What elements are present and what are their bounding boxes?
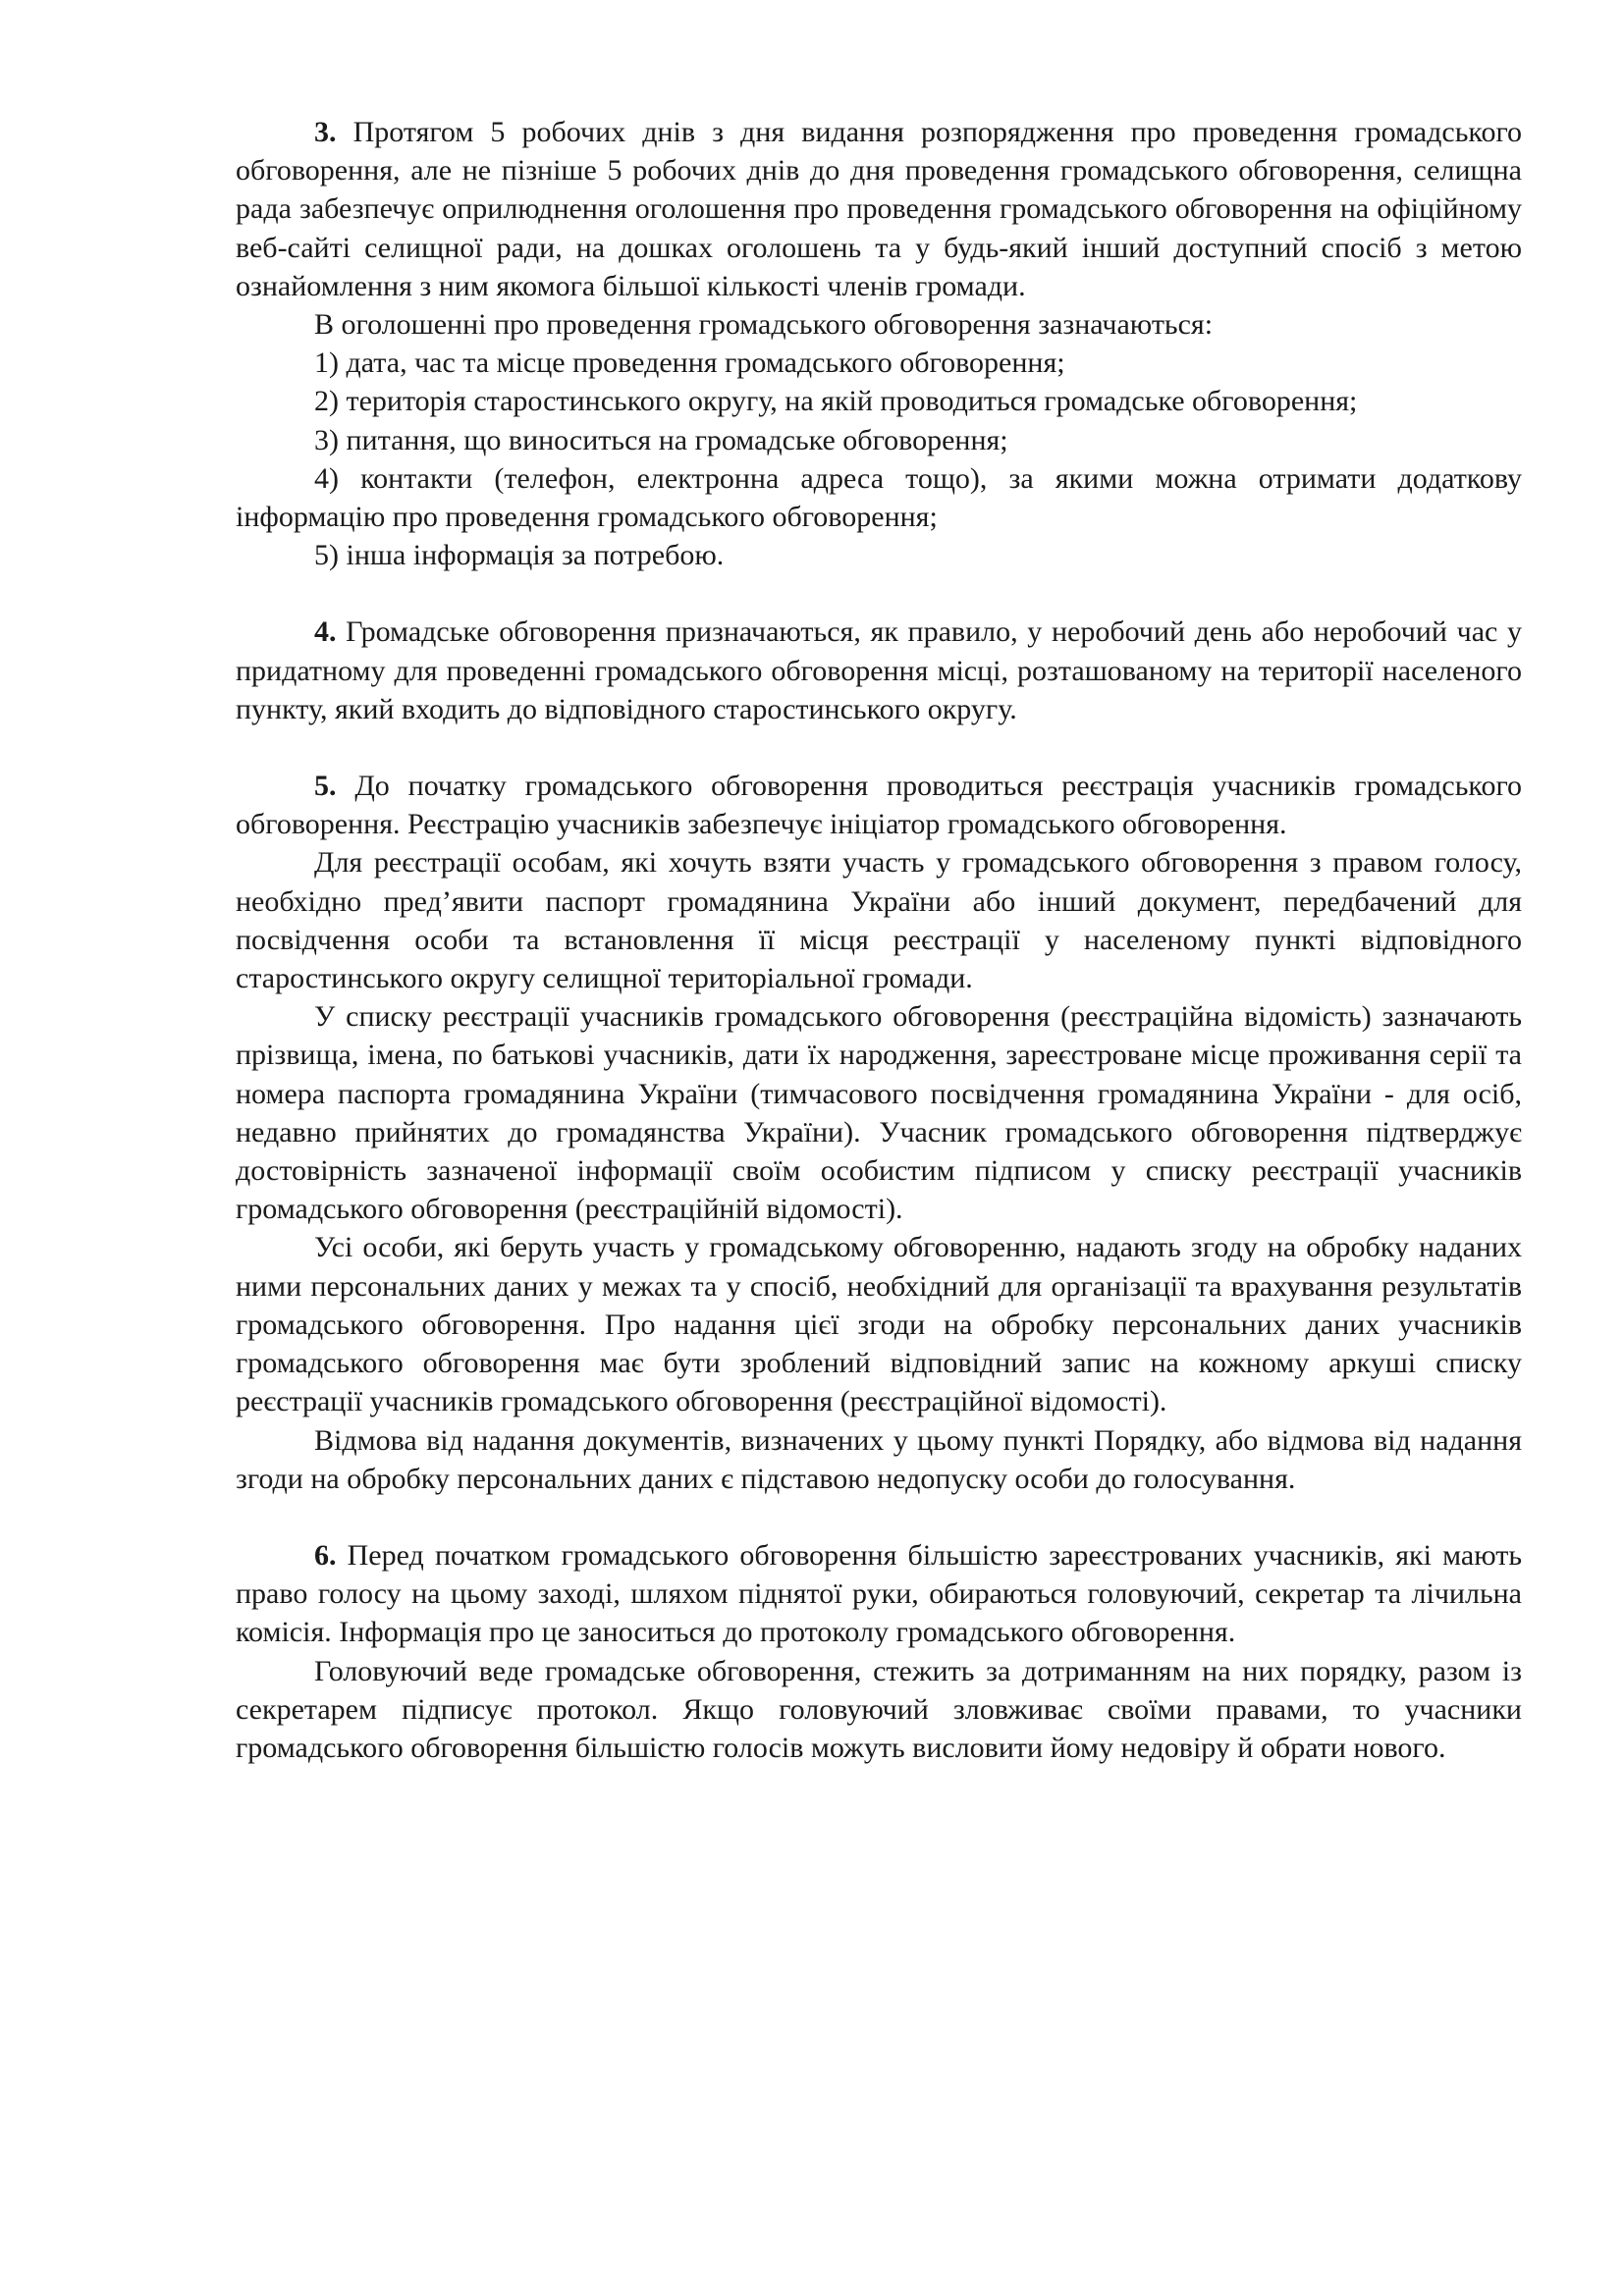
- paragraph-gap: [236, 1498, 1522, 1536]
- section-6-number: 6.: [314, 1538, 337, 1572]
- section-6-text: Перед початком громадського обговорення більшістю зареєстрованих учасників, які мають право голосу на цьому заході, шляхом піднятої руки, обираються головуючий, секретар та лічильна комісія. Інформація про це заноситься до протоколу громадського обговорення.: [236, 1538, 1522, 1649]
- paragraph-gap: [236, 574, 1522, 613]
- section-5-text: До початку громадського обговорення проводиться реєстрація учасників громадського обговорення. Реєстрацію учасників забезпечує ініціатор громадського обговорення.: [236, 770, 1522, 841]
- personal-data-consent-paragraph: Усі особи, які беруть участь у громадському обговоренню, надають згоду на обробку наданих ними персональних даних у межах та у спосіб, необхідний для організації та врахування результатів громадського обговорення. Про надання цієї згоди на обробку персональних даних учасників громадського обговорення має бути зроблений відповідний запис на кожному аркуші списку реєстрації учасників громадського обговорення (реєстраційної відомості).: [236, 1231, 1522, 1418]
- chairperson-paragraph: Головуючий веде громадське обговорення, стежить за дотриманням на них порядку, разом із секретарем підписує протокол. Якщо головуючий зловживає своїми правами, то учасники громадського обговорення більшістю голосів можуть висловити йому недовіру й обрати нового.: [236, 1654, 1522, 1764]
- registration-list-paragraph: У списку реєстрації учасників громадського обговорення (реєстраційна відомість) зазначають прізвища, імена, по батькові учасників, дати їх народження, зареєстроване місце проживання серії та номера паспорта громадянина України (тимчасового посвідчення громадянина України - для осіб, недавно прийнятих до громадянства України). Учасник громадського обговорення підтверджує достовірність зазначеної інформації своїм особистим підписом у списку реєстрації учасників громадського обговорення (реєстраційній відомості).: [236, 1000, 1522, 1226]
- section-5-paragraph: [236, 767, 1522, 843]
- paragraph-gap: [236, 728, 1522, 767]
- section-4-paragraph: [236, 613, 1522, 728]
- announcement-item-3: 3) питання, що виноситься на громадське обговорення;: [314, 423, 1008, 456]
- section-6-paragraph: [236, 1536, 1522, 1652]
- section-5-number: 5.: [314, 770, 337, 803]
- section-4-number: 4.: [314, 615, 337, 649]
- section-4-text: Громадське обговорення призначаються, як правило, у неробочий день або неробочий час у придатному для проведенні громадського обговорення місці, розташованому на території населеного пункту, який входить до відповідного старостинського округу.: [236, 615, 1522, 725]
- announcement-intro: В оголошенні про проведення громадського обговорення зазначаються:: [314, 308, 1214, 342]
- registration-documents-paragraph: Для реєстрації особам, які хочуть взяти участь у громадського обговорення з правом голосу, необхідно пред’явити паспорт громадянина України або інший документ, передбачений для посвідчення особи та встановлення її місця реєстрації у населеному пункті відповідного старостинського округу селищної територіальної громади.: [236, 846, 1522, 995]
- refusal-paragraph: Відмова від надання документів, визначених у цьому пункті Порядку, або відмова від надання згоди на обробку персональних даних є підставою недопуску особи до голосування.: [236, 1423, 1522, 1495]
- section-3-paragraph: [236, 113, 1522, 305]
- section-3-number: 3.: [314, 116, 337, 148]
- announcement-item-1: 1) дата, час та місце проведення громадського обговорення;: [314, 347, 1065, 380]
- announcement-item-5: 5) інша інформація за потребою.: [314, 539, 725, 572]
- document-page: [236, 113, 1522, 1767]
- announcement-item-4: 4) контакти (телефон, електронна адреса тощо), за якими можна отримати додаткову інформацію про проведення громадського обговорення;: [236, 461, 1522, 534]
- section-3-text: Протягом 5 робочих днів з дня видання розпорядження про проведення громадського обговорення, але не пізніше 5 робочих днів до дня проведення громадського обговорення, селищна рада забезпечує оприлюднення оголошення про проведення громадського обговорення на офіційному веб-сайті селищної ради, на дошках оголошень та у будь-який інший доступний спосіб з метою ознайомлення з ним якомога більшої кількості членів громади.: [236, 116, 1522, 302]
- announcement-item-2: 2) територія старостинського округу, на якій проводиться громадське обговорення;: [314, 385, 1358, 418]
